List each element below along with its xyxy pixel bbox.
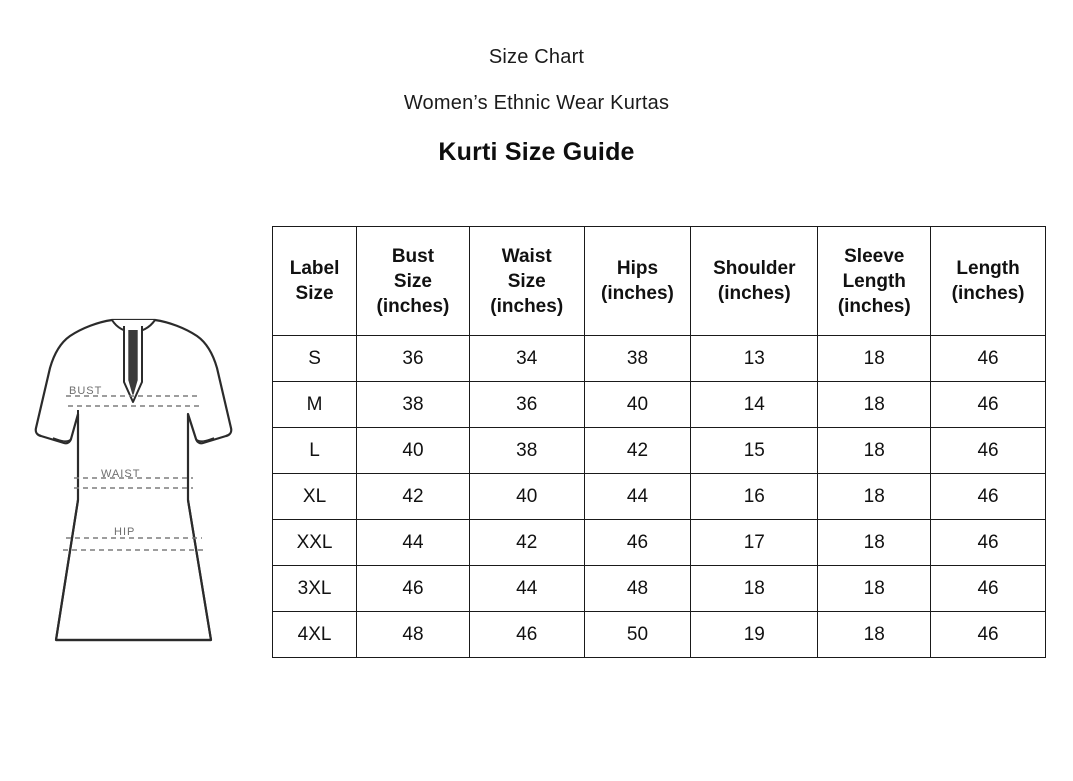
table-header-cell-5 bbox=[818, 227, 931, 336]
table-cell: 46 bbox=[931, 520, 1046, 566]
table-cell: 16 bbox=[691, 474, 818, 520]
table-cell: 46 bbox=[357, 566, 470, 612]
table-header-line: Waist bbox=[501, 245, 552, 267]
table-cell: 18 bbox=[818, 474, 931, 520]
table-cell: 44 bbox=[357, 520, 470, 566]
table-header-cell-4 bbox=[691, 227, 818, 336]
table-header-line: (inches) bbox=[837, 295, 911, 317]
table-cell: 38 bbox=[584, 336, 691, 382]
table-cell-label-size: XXL bbox=[273, 520, 357, 566]
size-table bbox=[272, 226, 1046, 658]
table-cell: 36 bbox=[357, 336, 470, 382]
table-cell: 14 bbox=[691, 382, 818, 428]
table-cell: 46 bbox=[469, 612, 584, 658]
table-header-line: (inches) bbox=[601, 283, 674, 304]
table-header-cell-0 bbox=[273, 227, 357, 336]
size-table-container bbox=[272, 226, 1046, 658]
table-cell: 46 bbox=[931, 566, 1046, 612]
table-row bbox=[273, 566, 1046, 612]
table-cell: 18 bbox=[818, 428, 931, 474]
table-cell: 38 bbox=[357, 382, 470, 428]
table-cell: 46 bbox=[931, 612, 1046, 658]
table-cell-label-size: S bbox=[273, 336, 357, 382]
table-cell: 36 bbox=[469, 382, 584, 428]
table-cell: 15 bbox=[691, 428, 818, 474]
table-cell-label-size: 4XL bbox=[273, 612, 357, 658]
table-cell: 13 bbox=[691, 336, 818, 382]
table-header-cell-1 bbox=[357, 227, 470, 336]
table-cell: 46 bbox=[584, 520, 691, 566]
table-cell-label-size: L bbox=[273, 428, 357, 474]
table-cell-label-size: 3XL bbox=[273, 566, 357, 612]
table-header-line: Sleeve bbox=[844, 245, 905, 267]
table-cell: 48 bbox=[584, 566, 691, 612]
table-row bbox=[273, 428, 1046, 474]
table-cell: 46 bbox=[931, 336, 1046, 382]
table-cell-label-size: XL bbox=[273, 474, 357, 520]
table-cell-label-size: M bbox=[273, 382, 357, 428]
table-header-cell-2 bbox=[469, 227, 584, 336]
table-cell: 19 bbox=[691, 612, 818, 658]
table-row bbox=[273, 474, 1046, 520]
table-header-line: Hips bbox=[616, 258, 659, 279]
table-header-row bbox=[273, 227, 1046, 336]
table-header-cell-6 bbox=[931, 227, 1046, 336]
table-cell: 18 bbox=[818, 566, 931, 612]
table-row bbox=[273, 520, 1046, 566]
table-cell: 18 bbox=[818, 520, 931, 566]
table-cell: 46 bbox=[931, 474, 1046, 520]
page-subtitle: Women’s Ethnic Wear Kurtas bbox=[403, 92, 670, 114]
table-cell: 42 bbox=[469, 520, 584, 566]
table-header-line: (inches) bbox=[376, 295, 450, 317]
table-header-cell-3 bbox=[584, 227, 691, 336]
table-header-line: Size bbox=[393, 270, 432, 292]
table-cell: 17 bbox=[691, 520, 818, 566]
table-header-line: Shoulder bbox=[713, 258, 796, 279]
table-cell: 42 bbox=[584, 428, 691, 474]
table-cell: 44 bbox=[584, 474, 691, 520]
illustration-label-hip: HIP bbox=[114, 526, 136, 538]
table-header-line: Size bbox=[295, 283, 334, 304]
table-header-line: Label bbox=[289, 258, 340, 279]
table-cell: 18 bbox=[818, 612, 931, 658]
page-title: Kurti Size Guide bbox=[438, 138, 635, 166]
illustration-label-waist: WAIST bbox=[101, 468, 141, 480]
table-row bbox=[273, 382, 1046, 428]
kurti-line-drawing-icon bbox=[26, 310, 241, 655]
table-header-line: (inches) bbox=[490, 295, 564, 317]
table-cell: 34 bbox=[469, 336, 584, 382]
table-header-line: Length bbox=[842, 270, 906, 292]
headings-block bbox=[0, 44, 1073, 167]
illustration-label-bust: BUST bbox=[69, 385, 103, 397]
table-row bbox=[273, 612, 1046, 658]
table-cell: 46 bbox=[931, 382, 1046, 428]
table-header-line: (inches) bbox=[717, 283, 791, 304]
table-row bbox=[273, 336, 1046, 382]
table-cell: 46 bbox=[931, 428, 1046, 474]
table-cell: 18 bbox=[818, 382, 931, 428]
table-cell: 44 bbox=[469, 566, 584, 612]
table-cell: 40 bbox=[584, 382, 691, 428]
kurti-illustration bbox=[26, 310, 241, 655]
table-header-line: Bust bbox=[391, 245, 435, 267]
table-cell: 48 bbox=[357, 612, 470, 658]
size-table-head bbox=[273, 227, 1046, 336]
table-cell: 42 bbox=[357, 474, 470, 520]
table-cell: 38 bbox=[469, 428, 584, 474]
table-header-line: Length bbox=[956, 258, 1020, 279]
size-table-body bbox=[273, 336, 1046, 658]
table-cell: 18 bbox=[818, 336, 931, 382]
table-cell: 18 bbox=[691, 566, 818, 612]
table-cell: 50 bbox=[584, 612, 691, 658]
table-cell: 40 bbox=[357, 428, 470, 474]
table-cell: 40 bbox=[469, 474, 584, 520]
table-header-line: Size bbox=[507, 270, 546, 292]
page-supertitle: Size Chart bbox=[488, 46, 585, 68]
table-header-line: (inches) bbox=[951, 283, 1025, 304]
